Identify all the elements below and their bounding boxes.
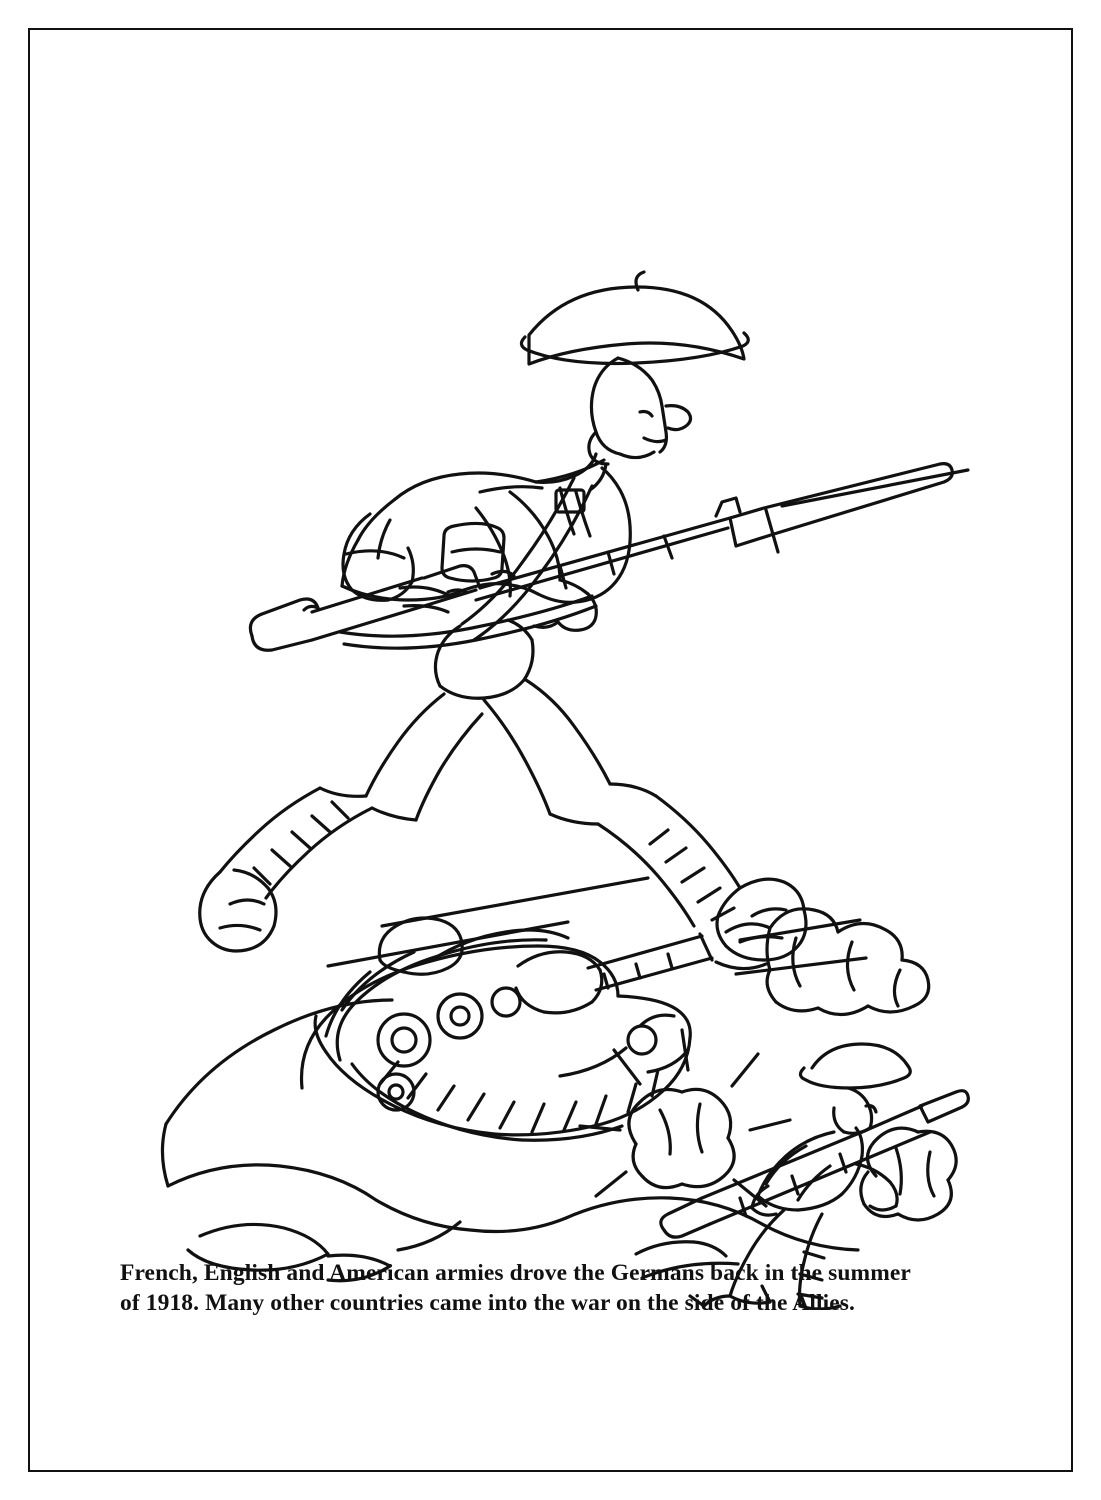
running-soldier <box>200 272 968 966</box>
caption <box>120 1258 950 1318</box>
battle-tank <box>302 918 713 1140</box>
tank-cannon-blast <box>716 909 929 1015</box>
charging-soldier-helmet <box>800 1044 910 1088</box>
caption-line-1: French, English and American armies drove the Germans back in the summer <box>120 1260 911 1286</box>
explosion-burst <box>580 1030 956 1220</box>
legs <box>200 680 806 960</box>
head <box>589 358 691 464</box>
illustration-area <box>40 40 1061 1310</box>
caption-line-2: of 1918. Many other countries came into the war on the side of the Allies. <box>120 1290 855 1317</box>
rifle-with-bayonet <box>250 464 968 651</box>
motion-lines <box>328 878 648 966</box>
helmet <box>521 272 748 364</box>
